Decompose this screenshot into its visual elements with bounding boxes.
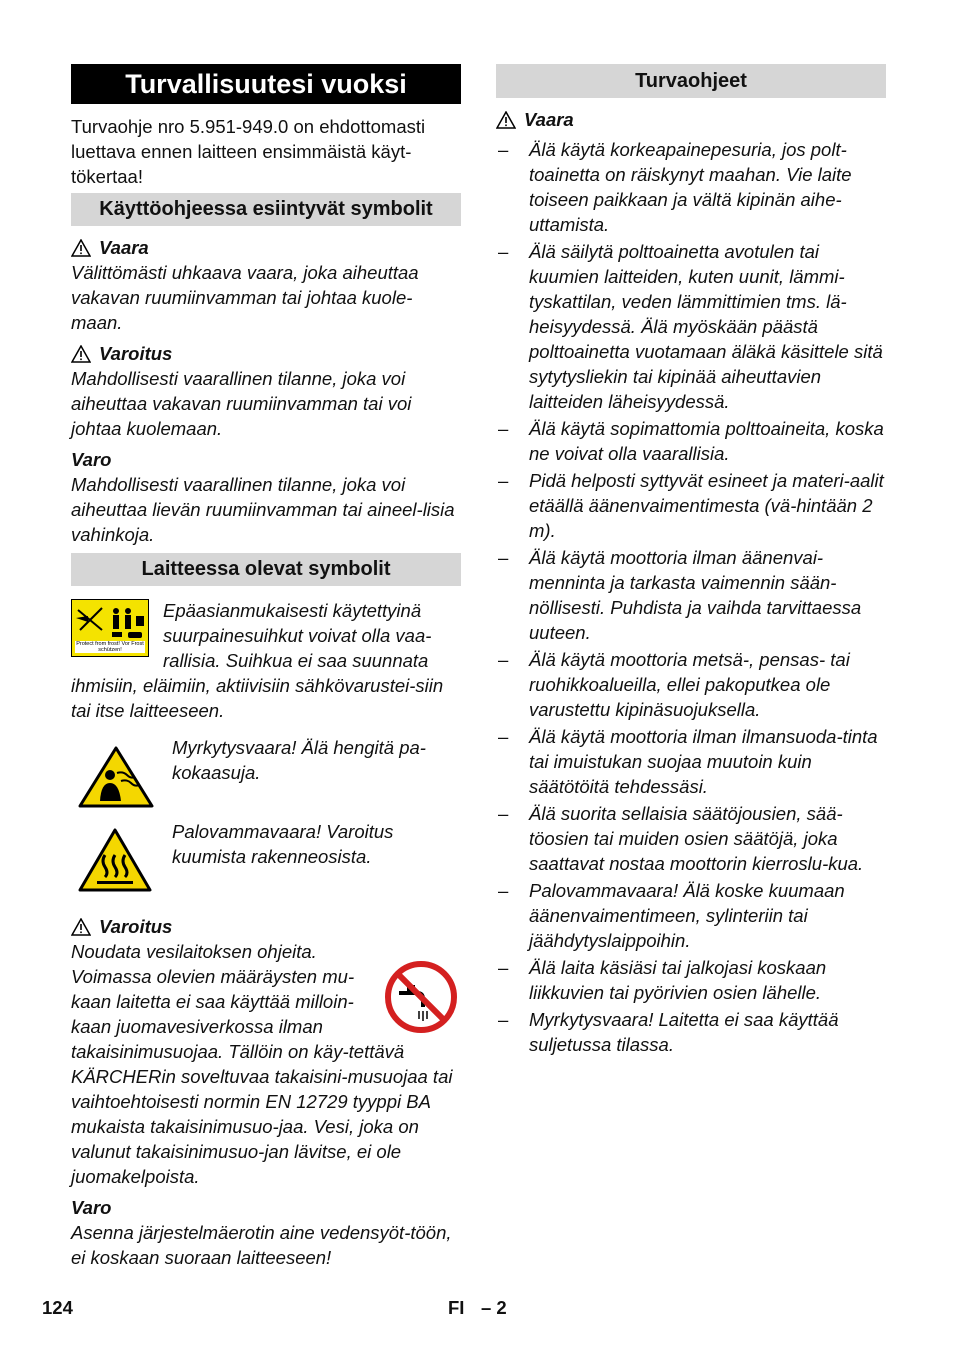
poison-text: Myrkytysvaara! Älä hengitä pa-kokaasuja. — [172, 737, 426, 783]
water-text-1: Noudata vesilaitoksen ohjeita. — [71, 941, 317, 962]
list-item: – Myrkytysvaara! Laitetta ei saa käyttää suljetussa tilassa. — [498, 1009, 839, 1055]
device-symbol-block — [71, 598, 461, 723]
poison-symbol-block — [71, 735, 461, 805]
varo-label: Varo — [71, 449, 112, 470]
water-text-2: Voimassa olevien määräysten mu-kaan laitetta ei saa käyttää milloin-kaan juomavesiverkossa ilman takaisinimusuojaa. Tällöin on käy-tettävä KÄRCHERin soveltuvaa takaisini-musuojaa tai vaihtoehtoisesti normin EN 12729 tyyppi BA mukaista takaisinimusuo-jaa. Vesi, joka on valunut takaisinimusuo-jan lävitse, ei ole juomakelpoista. — [71, 966, 453, 1187]
right-vaara-label-row — [496, 107, 886, 132]
pressure-jet-sticker-icon — [71, 599, 149, 657]
device-symbol-text: Epäasianmukaisesti käytettyinä suurpainesuihkut voivat olla vaa-rallisia. Suihkua ei saa suunnata ihmisiin, eläimiin, aktiivisiin sähkövarustei-siin tai itse laitteeseen. — [71, 600, 444, 721]
burn-text: Palovammavaara! Varoitus kuumista rakenneosista. — [172, 821, 394, 867]
varoitus2-label: Varoitus — [99, 916, 173, 937]
list-item: – Älä laita käsiäsi tai jalkojasi koskaan liikkuvien tai pyörivien osien lähelle. — [498, 957, 827, 1003]
varo2-label: Varo — [71, 1197, 112, 1218]
varoitus-text: Mahdollisesti vaarallinen tilanne, joka voi aiheuttaa vakavan ruumiinvamman tai voi johtaa kuolemaan. — [71, 368, 412, 439]
list-item: – Älä käytä sopimattomia polttoaineita, koska ne voivat olla vaarallisia. — [498, 418, 884, 464]
varoitus-label-row — [71, 341, 461, 366]
intro-text: Turvaohje nro 5.951-949.0 on ehdottomasti luettava ennen laitteen ensimmäistä käyt-tökertaa! — [71, 116, 426, 187]
left-column — [71, 64, 461, 1270]
section-number: – 2 — [481, 1297, 507, 1318]
hot-surface-warning-icon — [77, 827, 153, 893]
list-item: – Älä käytä moottoria metsä-, pensas- tai ruohikkoalueilla, ellei pakoputkea ole varustettu kipinäsuojuksella. — [498, 649, 850, 720]
right-column — [496, 64, 886, 1059]
vaara-label-row — [71, 235, 461, 260]
language-code: FI — [448, 1297, 465, 1318]
list-item: – Älä käytä moottoria ilman äänenvai-menninta ja tarkasta vaimennin sään-nöllisesti. Puhdista ja vaihda tarvittaessa uuteen. — [498, 547, 862, 643]
page-title: Turvallisuutesi vuoksi — [71, 64, 461, 104]
list-item: – Palovammavaara! Älä koske kuumaan äänenvaimentimeen, sylinteriin tai jäähdytyslaippoihin. — [498, 880, 845, 951]
water-block — [71, 964, 461, 1189]
varo-text: Mahdollisesti vaarallinen tilanne, joka voi aiheuttaa lievän ruumiinvamman tai aineel-lisia vahinkoja. — [71, 474, 455, 545]
safety-instructions-heading: Turvaohjeet — [496, 64, 886, 98]
safety-rules-list — [496, 137, 886, 1057]
vaara-text: Välittömästi uhkaava vaara, joka aiheuttaa vakavan ruumiinvamman tai johtaa kuole-maan. — [71, 262, 419, 333]
poison-gas-warning-icon — [77, 745, 155, 809]
vaara-label: Vaara — [99, 237, 149, 258]
list-item: – Älä suorita sellaisia säätöjousien, sää-töosien tai muiden osien säätöjä, joka saattavat nostaa moottorin kierroslu-kua. — [498, 803, 864, 874]
list-item: – Älä käytä korkeapainepesuria, jos polt-toainetta on räiskynyt maahan. Vie laite toiseen paikkaan ja vältä kipinän aihe-uttamista. — [498, 139, 852, 235]
varoitus2-label-row — [71, 914, 461, 939]
warning-triangle-icon — [71, 239, 91, 257]
device-symbols-heading: Laitteessa olevat symbolit — [71, 553, 461, 586]
varo2-text: Asenna järjestelmäerotin aine vedensyöt-töön, ei koskaan suoraan laitteeseen! — [71, 1222, 452, 1268]
burn-symbol-block — [71, 819, 461, 899]
list-item: – Älä säilytä polttoainetta avotulen tai kuumien laitteiden, kuten uunit, lämmi-tyskattilan, veden lämmittimien tms. lä-heisyydessä. Älä myöskään päästä polttoainetta vuotamaan äläkä käsittele sitä sytytysliekin tai kipinää aiheuttavien laitteiden läheisyydessä. — [498, 241, 883, 412]
page-number: 124 — [42, 1297, 73, 1318]
warning-triangle-icon — [496, 111, 516, 129]
list-item: – Pidä helposti syttyvät esineet ja materi-aalit etäällä äänenvaimentimesta (vä-hintään 2 m). — [498, 470, 884, 541]
sticker-label: Protect from frost! Vor Frost schützen! — [76, 641, 144, 653]
right-vaara-label: Vaara — [524, 109, 574, 130]
no-drinking-water-icon — [383, 959, 459, 1035]
varoitus-label: Varoitus — [99, 343, 173, 364]
symbols-heading: Käyttöohjeessa esiintyvät symbolit — [71, 193, 461, 226]
warning-triangle-icon — [71, 345, 91, 363]
warning-triangle-icon — [71, 918, 91, 936]
list-item: – Älä käytä moottoria ilman ilmansuoda-tinta tai imuistukan suojaa muutoin kuin säätötöitä tehdessäsi. — [498, 726, 878, 797]
